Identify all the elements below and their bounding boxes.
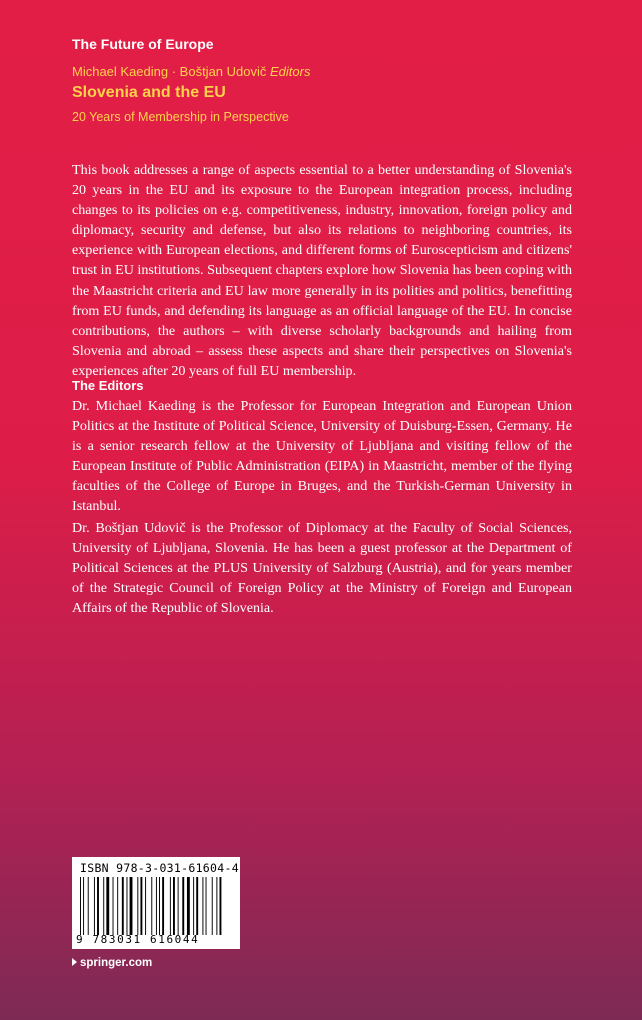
publisher-link-text: springer.com [80,957,153,969]
barcode-bars [78,877,234,935]
series-title: The Future of Europe [72,36,214,52]
arrow-right-icon [72,958,77,966]
book-description: This book addresses a range of aspects essential to a better understanding of Slovenia's 20 years in the EU and its exposure to the European integration process, including changes to its policies on e.g. competitiveness, industry, innovation, foreign policy and diplomacy, security and defense, but also its relations to neighboring countries, its experience with European elections, and different forms of Euroscepticism and citizens' trust in EU institutions. Subsequent chapters explore how Slovenia has been coping with the Maastricht criteria and EU law more generally in its polities and politics, benefitting from EU funds, and defending its language as an official language of the EU. In concise contributions, the authors – with diverse scholarly backgrounds and hailing from Slovenia and abroad – assess these aspects and share their perspectives on Slovenia's experiences after 20 years of full EU membership. [72,162,572,379]
barcode-digits: 9 783031 616044 [76,933,200,946]
book-subtitle: 20 Years of Membership in Perspective [72,110,289,124]
editor-bio-kaeding: Dr. Michael Kaeding is the Professor for European Integration and European Union Politics at the Institute of Political Science, University of Duisburg-Essen, Germany. He is a senior research fellow at the University of Ljubljana and visiting fellow of the European Institute of Public Administration (EIPA) in Maastricht, member of the flying faculties of the College of Europe in Bruges, and the Turkish-German University in Istanbul. [72,398,572,515]
publisher-link[interactable] [72,957,152,969]
editors-line [72,64,310,79]
editor-names: Michael Kaeding · Boštjan Udovič [72,64,267,79]
editor-bio-udovic: Dr. Boštjan Udovič is the Professor of Diplomacy at the Faculty of Social Sciences, University of Ljubljana, Slovenia. He has been a guest professor at the Department of Political Sciences at the PLUS University of Salzburg (Austria), and for years member of the Strategic Council of Foreign Policy at the Ministry of Foreign and European Affairs of the Republic of Slovenia. [72,520,572,617]
book-title: Slovenia and the EU [72,84,226,101]
editors-role: Editors [270,64,311,79]
isbn-barcode [72,857,240,949]
isbn-label: ISBN 978-3-031-61604-4 [80,861,239,875]
editors-heading: The Editors [72,378,144,393]
